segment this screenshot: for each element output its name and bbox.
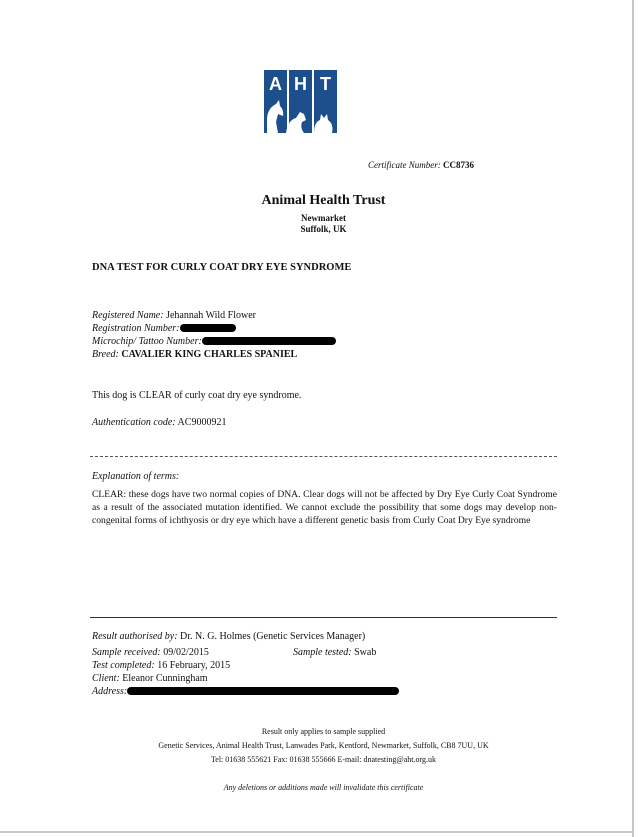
registered-name-label: Registered Name: (92, 310, 164, 321)
result-statement: This dog is CLEAR of curly coat dry eye syndrome. (92, 390, 302, 401)
authentication-label: Authentication code: (92, 417, 176, 428)
received-value: 09/02/2015 (163, 647, 209, 658)
logo-letter: H (294, 74, 307, 94)
registered-name-value: Jehannah Wild Flower (166, 310, 257, 321)
test-title: DNA TEST FOR CURLY COAT DRY EYE SYNDROME (92, 262, 352, 273)
breed-label: Breed: (92, 349, 119, 360)
client-label: Client: (92, 673, 120, 684)
footer-address: Genetic Services, Animal Health Trust, Lanwades Park, Kentford, Newmarket, Suffolk, CB8 7UU, UK (158, 741, 489, 750)
issuer-name: Animal Health Trust (261, 193, 386, 208)
redaction-mark (202, 337, 336, 345)
page-edge (632, 0, 634, 837)
certificate-number (368, 160, 474, 170)
page-edge (0, 831, 634, 833)
breed-value: CAVALIER KING CHARLES SPANIEL (121, 349, 298, 360)
footer-disclaimer: Any deletions or additions made will invalidate this certificate (223, 783, 424, 792)
footer-note: Result only applies to sample supplied (261, 727, 386, 736)
aht-logo (264, 70, 338, 133)
divider (90, 456, 557, 457)
breed-row (92, 349, 297, 360)
divider (90, 617, 557, 618)
completed-row (92, 660, 230, 671)
issuer-town: Newmarket (301, 213, 346, 223)
animal-silhouettes-icon (264, 98, 338, 133)
received-label: Sample received: (92, 647, 161, 658)
microchip-label: Microchip/ Tattoo Number: (92, 336, 202, 347)
microchip-row (92, 336, 336, 347)
authorised-value: Dr. N. G. Holmes (Genetic Services Manager) (180, 631, 366, 642)
explanation-text: CLEAR: these dogs have two normal copies of DNA. Clear dogs will not be affected by Dry Eye Curly Coat Syndrome as a result of the associated mutation identified. We cannot exclude the possibility that some dogs may develop non-congenital forms of ichthyosis or dry eye which have a different genetic basis from Curly Coat Dry Eye syndrome (92, 489, 557, 527)
completed-value: 16 February, 2015 (157, 660, 231, 671)
registration-number-label: Registration Number: (92, 323, 180, 334)
certificate-number-value: CC8736 (443, 160, 474, 170)
tested-value: Swab (354, 647, 377, 658)
authentication-row (92, 417, 226, 428)
received-row (92, 647, 209, 658)
client-row (92, 673, 208, 684)
authorised-label: Result authorised by: (92, 631, 178, 642)
completed-label: Test completed: (92, 660, 155, 671)
logo-letter: A (269, 74, 282, 94)
logo-letter: T (320, 74, 331, 94)
redaction-mark (180, 324, 236, 332)
client-value: Eleanor Cunningham (122, 673, 208, 684)
redaction-mark (127, 687, 399, 695)
tested-label: Sample tested: (293, 647, 352, 658)
address-row (92, 686, 399, 697)
registration-number-row (92, 323, 236, 334)
registered-name-row (92, 310, 256, 321)
explanation-heading: Explanation of terms: (92, 471, 180, 482)
issuer-region: Suffolk, UK (300, 224, 347, 234)
authorised-row (92, 631, 365, 642)
authentication-code: AC9000921 (177, 417, 227, 428)
tested-row (293, 647, 376, 658)
footer-contact: Tel: 01638 555621 Fax: 01638 555666 E-mail: dnatesting@aht.org.uk (210, 755, 437, 764)
address-label: Address: (92, 686, 128, 697)
certificate-number-label: Certificate Number: (368, 160, 441, 170)
